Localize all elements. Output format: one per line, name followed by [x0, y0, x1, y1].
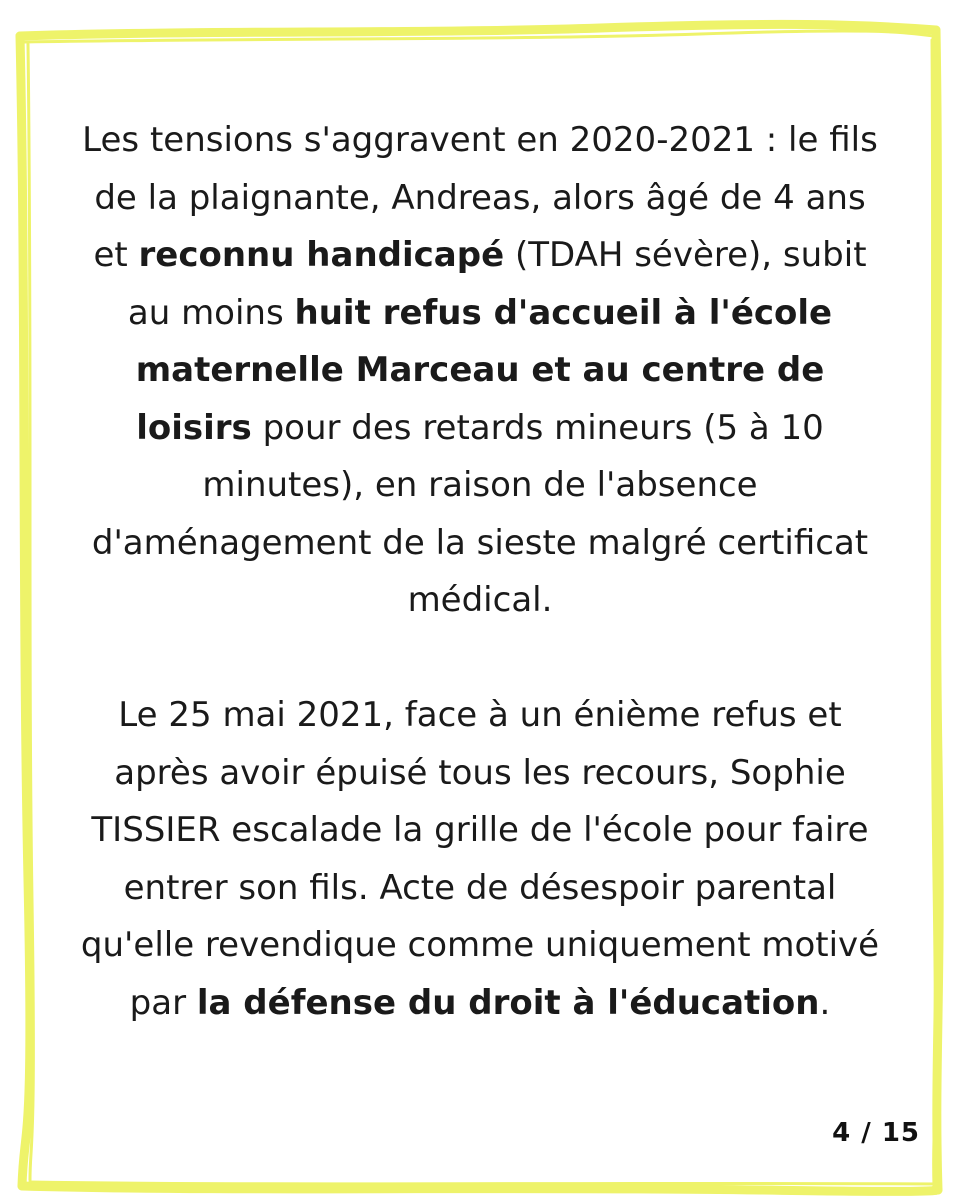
page-counter: 4 / 15: [832, 1118, 920, 1148]
paragraph2-emphasis-droit: la défense du droit à l'éducation: [196, 982, 820, 1023]
paragraph1-emphasis-refus: huit refus d'accueil à l'école maternelle Marceau et au centre de loisirs: [135, 292, 833, 448]
paragraph-tensions: [80, 112, 880, 630]
paragraph1-emphasis-handicap: reconnu handicapé: [138, 235, 505, 275]
paragraph1-text-3: pour des retards mineurs (5 à 10 minutes), en raison de l'absence d'aménagement de la sieste malgré certificat médical.: [91, 407, 869, 620]
paragraph-escalade: [80, 687, 880, 1032]
paragraph1-text-2: (TDAH sévère), subit au moins: [127, 235, 867, 333]
paragraph2-text-2: .: [819, 982, 831, 1023]
paragraph2-text-1: Le 25 mai 2021, face à un énième refus et après avoir épuisé tous les recours, Sophie TISSIER escalade la grille de l'école pour faire entrer son fils. Acte de désespoir parental qu'elle revendique comme uniquement motivé par: [80, 695, 880, 1023]
main-text-block: [80, 112, 880, 1032]
paragraph1-text-1: Les tensions s'aggravent en 2020-2021 : le fils de la plaignante, Andreas, alors âgé de 4 ans et: [82, 120, 878, 275]
